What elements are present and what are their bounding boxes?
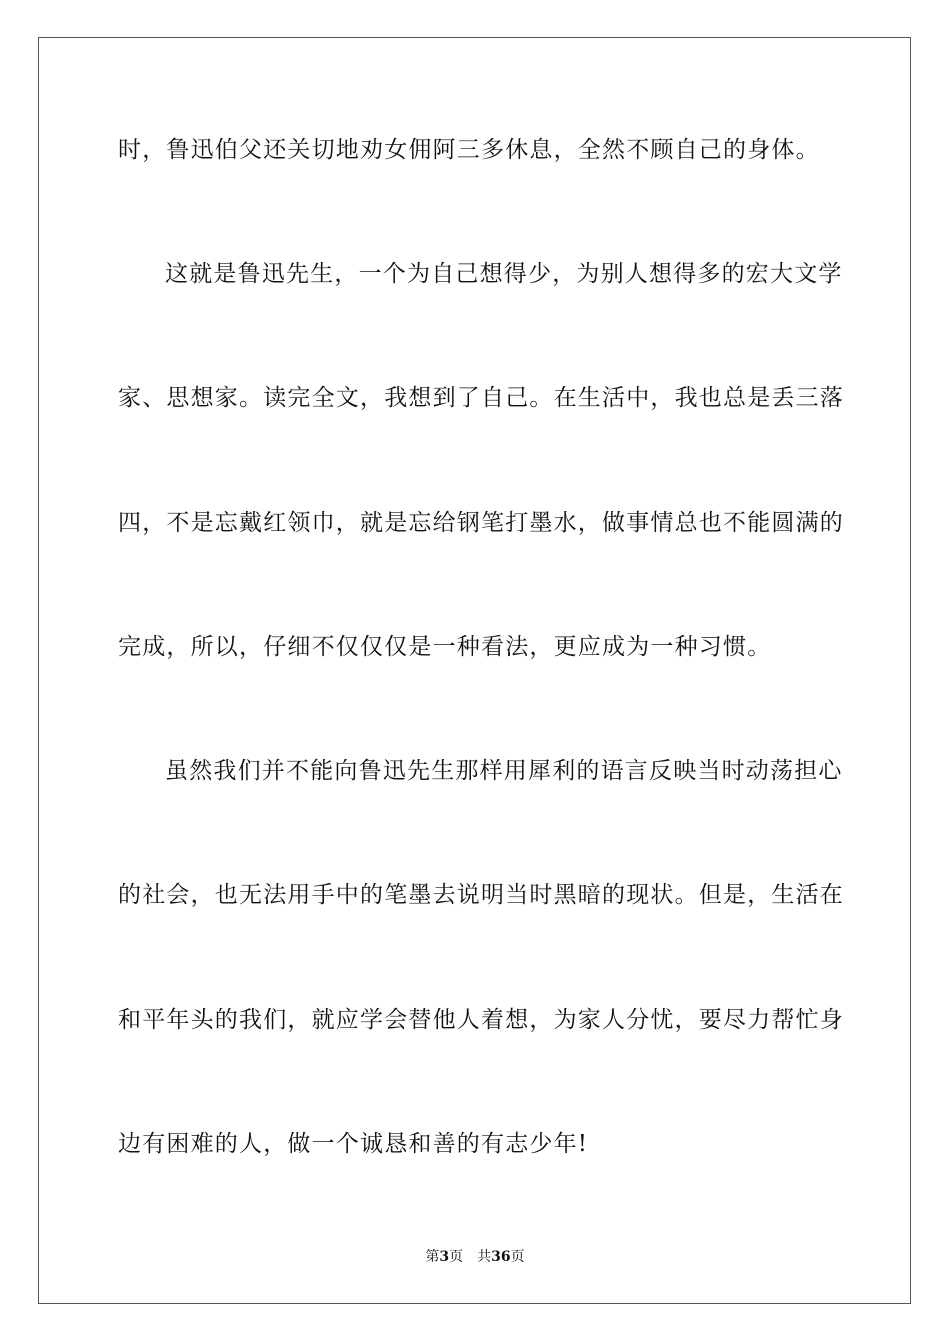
total-pages-number: 36 bbox=[491, 1249, 511, 1265]
page-border bbox=[38, 37, 911, 1304]
body-line-9: 边有困难的人，做一个诚恳和善的有志少年! bbox=[118, 1131, 589, 1157]
body-line-7: 的社会，也无法用手中的笔墨去说明当时黑暗的现状。但是，生活在 bbox=[118, 882, 844, 908]
total-label-prefix: 共 bbox=[477, 1249, 492, 1265]
body-line-1: 时，鲁迅伯父还关切地劝女佣阿三多休息，全然不顾自己的身体。 bbox=[118, 137, 820, 163]
page-label-prefix: 第 bbox=[425, 1249, 440, 1265]
body-line-5: 完成，所以，仔细不仅仅仅是一种看法，更应成为一种习惯。 bbox=[118, 634, 772, 660]
body-line-4: 四，不是忘戴红领巾，就是忘给钢笔打墨水，做事情总也不能圆满的 bbox=[118, 510, 844, 536]
page-footer bbox=[0, 1246, 950, 1266]
body-line-3: 家、思想家。读完全文，我想到了自己。在生活中，我也总是丢三落 bbox=[118, 385, 844, 411]
body-line-2: 这就是鲁迅先生，一个为自己想得少，为别人想得多的宏大文学 bbox=[165, 261, 843, 287]
current-page-number: 3 bbox=[439, 1249, 450, 1265]
page-label-suffix: 页 bbox=[449, 1249, 464, 1265]
total-label-suffix: 页 bbox=[510, 1249, 525, 1265]
body-line-8: 和平年头的我们，就应学会替他人着想，为家人分忧，要尽力帮忙身 bbox=[118, 1007, 844, 1033]
body-line-6: 虽然我们并不能向鲁迅先生那样用犀利的语言反映当时动荡担心 bbox=[165, 758, 843, 784]
